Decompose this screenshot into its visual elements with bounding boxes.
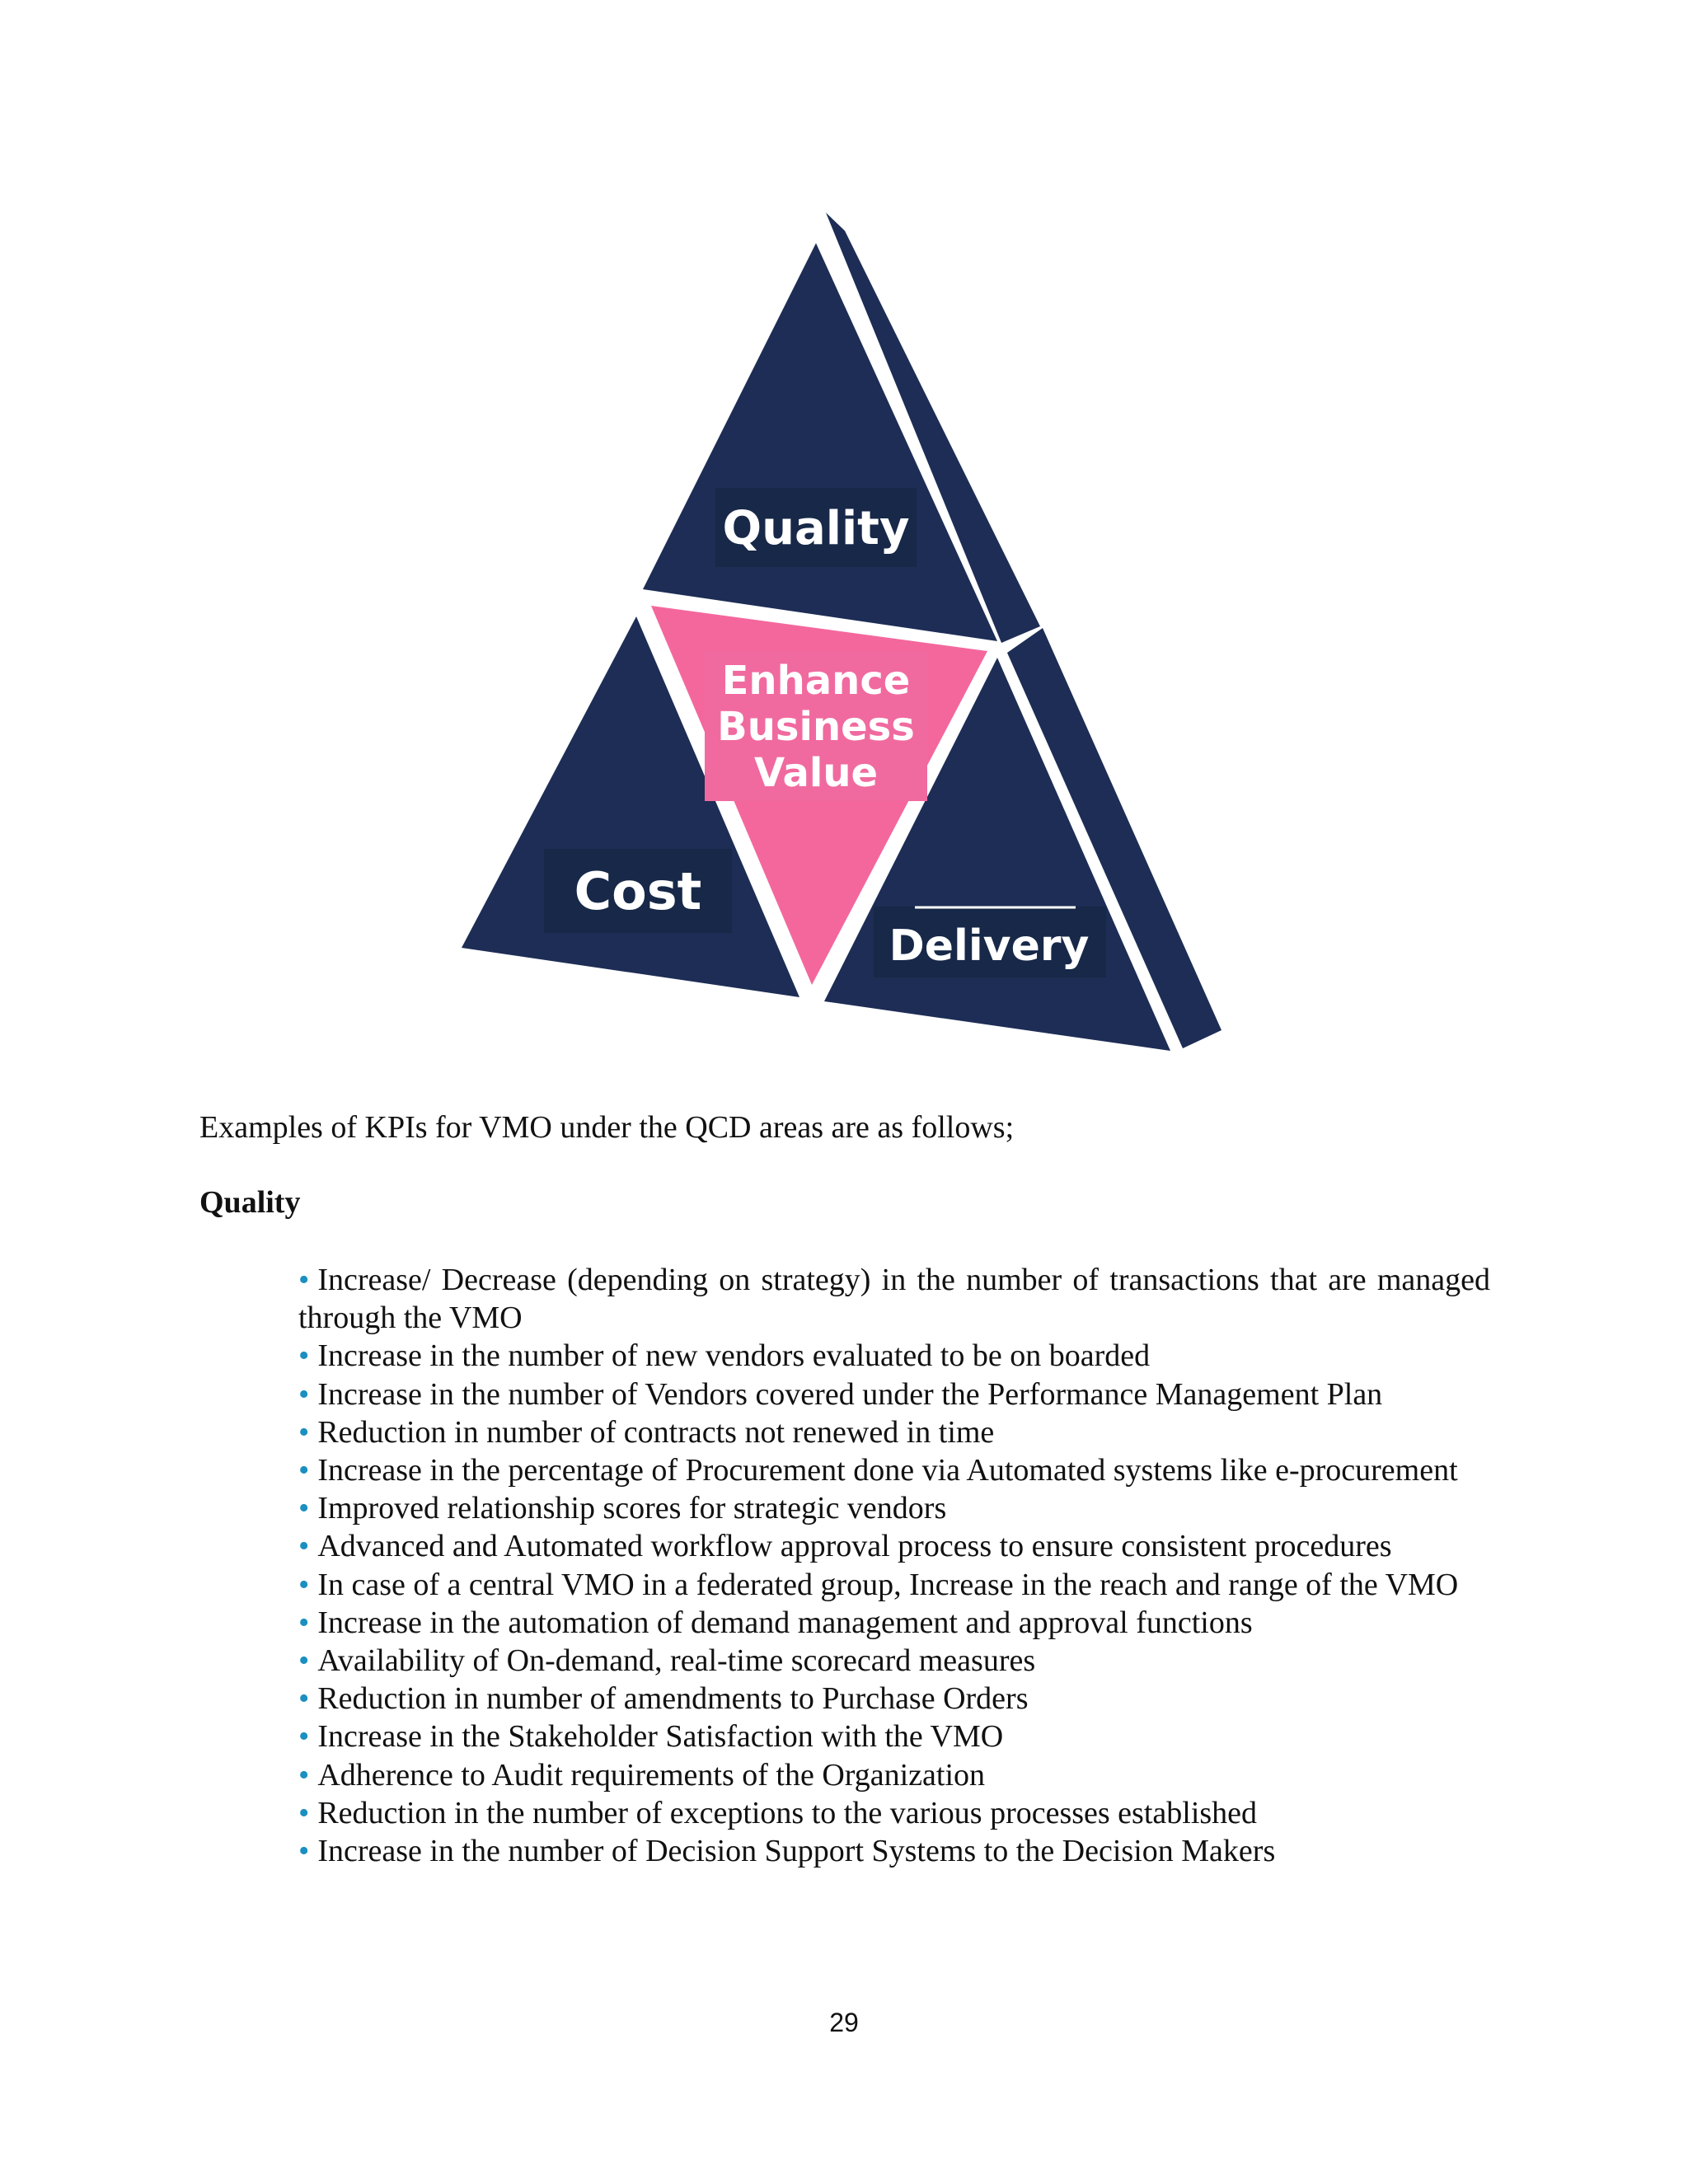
- list-item: [298, 1642, 1490, 1680]
- value-label-line2: Business: [717, 704, 915, 750]
- list-item: [298, 1413, 1490, 1451]
- bullet-icon: •: [298, 1719, 310, 1755]
- bullet-icon: •: [298, 1643, 310, 1679]
- intro-paragraph: Examples of KPIs for VMO under the QCD areas are as follows;: [199, 1110, 1015, 1145]
- bullet-icon: •: [298, 1376, 310, 1412]
- list-item-text: Increase in the Stakeholder Satisfaction with the VMO: [317, 1719, 1004, 1755]
- list-item: [298, 1451, 1490, 1489]
- bullet-icon: •: [298, 1338, 310, 1374]
- list-item: [298, 1527, 1490, 1565]
- list-item: [298, 1680, 1490, 1718]
- bullet-icon: •: [298, 1757, 310, 1793]
- list-item: [298, 1337, 1490, 1375]
- bullet-icon: •: [298, 1263, 310, 1297]
- list-item-text: Reduction in number of amendments to Purchase Orders: [317, 1681, 1029, 1717]
- value-label-line3: Value: [753, 750, 879, 796]
- list-item: [298, 1261, 1490, 1337]
- section-heading-quality: Quality: [199, 1185, 301, 1220]
- bullet-icon: •: [298, 1567, 310, 1602]
- value-label-line1: Enhance: [721, 658, 911, 704]
- quality-kpi-list: [298, 1261, 1490, 1870]
- cost-label: Cost: [574, 861, 702, 921]
- list-item-text: Increase in the percentage of Procurement done via Automated systems like e-procurement: [317, 1453, 1458, 1488]
- page-number: 29: [829, 2008, 859, 2037]
- list-item-text: Increase in the number of new vendors evaluated to be on boarded: [317, 1338, 1151, 1374]
- list-item-text: Increase/ Decrease (depending on strategy) in the number of transactions that are managed through the VMO: [298, 1263, 1490, 1336]
- list-item: [298, 1566, 1490, 1604]
- bullet-icon: •: [298, 1414, 310, 1450]
- list-item: [298, 1794, 1490, 1832]
- list-item-text: Reduction in the number of exceptions to the various processes established: [317, 1795, 1258, 1830]
- bullet-icon: •: [298, 1834, 310, 1869]
- list-item-text: Advanced and Automated workflow approval process to ensure consistent procedures: [317, 1529, 1392, 1564]
- list-item-text: Increase in the automation of demand management and approval functions: [317, 1605, 1253, 1640]
- list-item-text: Adherence to Audit requirements of the Organization: [317, 1757, 986, 1793]
- quality-label: Quality: [722, 502, 910, 555]
- list-item-text: Improved relationship scores for strategic vendors: [317, 1491, 947, 1526]
- bullet-icon: •: [298, 1605, 310, 1640]
- bullet-icon: •: [298, 1795, 310, 1830]
- list-item-text: In case of a central VMO in a federated group, Increase in the reach and range of the VMO: [317, 1567, 1459, 1602]
- list-item-text: Reduction in number of contracts not renewed in time: [317, 1414, 995, 1450]
- qcd-pyramid-figure: [445, 198, 1253, 1071]
- list-item: [298, 1832, 1490, 1870]
- bullet-icon: •: [298, 1491, 310, 1526]
- list-item: [298, 1489, 1490, 1527]
- list-item: [298, 1604, 1490, 1642]
- list-item-text: Increase in the number of Vendors covered under the Performance Management Plan: [317, 1376, 1383, 1412]
- list-item-text: Availability of On-demand, real-time scorecard measures: [317, 1643, 1036, 1679]
- list-item: [298, 1376, 1490, 1413]
- delivery-label: Delivery: [889, 921, 1090, 971]
- bullet-icon: •: [298, 1453, 310, 1488]
- list-item: [298, 1718, 1490, 1755]
- bullet-icon: •: [298, 1529, 310, 1564]
- list-item: [298, 1756, 1490, 1794]
- bullet-icon: •: [298, 1681, 310, 1717]
- list-item-text: Increase in the number of Decision Support Systems to the Decision Makers: [317, 1834, 1276, 1869]
